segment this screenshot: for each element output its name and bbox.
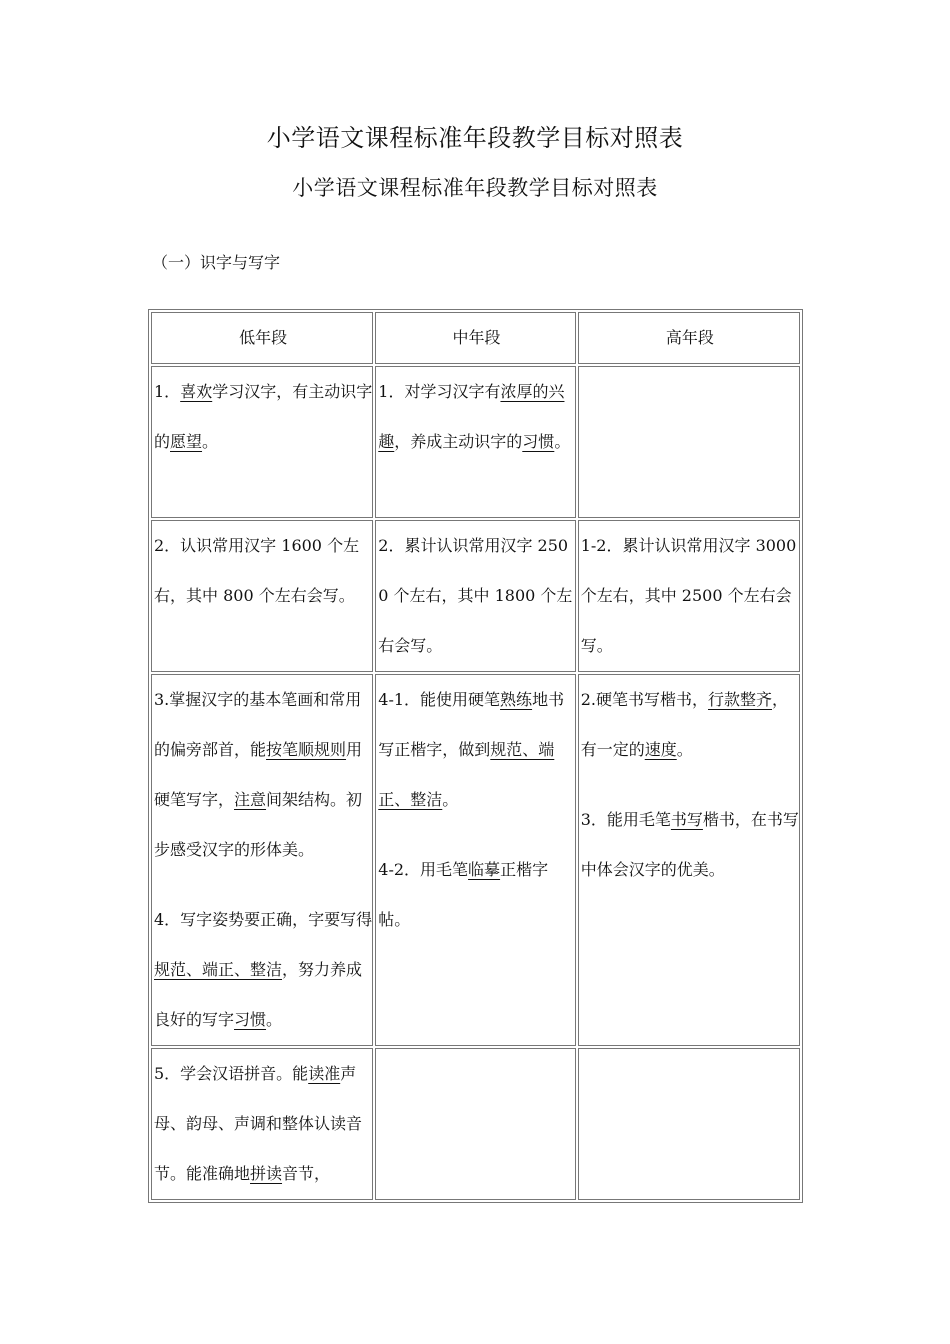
table-row <box>151 1048 800 1200</box>
objective-3-high: 3．能用毛笔书写楷书，在书写中体会汉字的优美。 <box>580 810 799 879</box>
cell-low-4: 5．学会汉语拼音。能读准声母、韵母、声调和整体认读音节。能准确地拼读音节， <box>151 1048 373 1200</box>
table-row <box>151 520 800 672</box>
cell-low-3 <box>151 674 373 1046</box>
header-mid-grade: 中年段 <box>375 312 575 364</box>
objective-4-1: 4-1．能使用硬笔熟练地书写正楷字，做到规范、端正、整洁。 <box>378 690 565 809</box>
cell-mid-1: 1．对学习汉字有浓厚的兴趣，养成主动识字的习惯。 <box>375 366 575 518</box>
cell-high-1 <box>578 366 800 518</box>
cell-high-3 <box>578 674 800 1046</box>
objective-4: 4．写字姿势要正确，字要写得规范、端正、整洁，努力养成良好的写字习惯。 <box>154 910 373 1029</box>
cell-mid-4 <box>375 1048 575 1200</box>
header-low-grade: 低年段 <box>151 312 373 364</box>
objective-3: 3.掌握汉字的基本笔画和常用的偏旁部首，能按笔顺规则用硬笔写字，注意间架结构。初步感受汉字的形体美。 <box>154 690 363 859</box>
objective-4-2: 4-2．用毛笔临摹正楷字帖。 <box>378 860 549 929</box>
cell-mid-3 <box>375 674 575 1046</box>
cell-high-4 <box>578 1048 800 1200</box>
table-row <box>151 674 800 1046</box>
header-high-grade: 高年段 <box>578 312 800 364</box>
cell-high-2: 1-2．累计认识常用汉字 3000 个左右，其中 2500 个左右会写。 <box>578 520 800 672</box>
table-header-row <box>151 312 800 364</box>
section-heading: （一）识字与写字 <box>152 253 281 272</box>
cell-low-1: 1．喜欢学习汉字，有主动识字的愿望。 <box>151 366 373 518</box>
document-subtitle: 小学语文课程标准年段教学目标对照表 <box>292 176 658 200</box>
table-row <box>151 366 800 518</box>
objectives-table <box>148 309 803 1203</box>
objective-2: 2.硬笔书写楷书，行款整齐，有一定的速度。 <box>580 690 789 759</box>
cell-low-2: 2．认识常用汉字 1600 个左右，其中 800 个左右会写。 <box>151 520 373 672</box>
document-title: 小学语文课程标准年段教学目标对照表 <box>266 124 684 152</box>
cell-mid-2: 2．累计认识常用汉字 2500 个左右，其中 1800 个左右会写。 <box>375 520 575 672</box>
